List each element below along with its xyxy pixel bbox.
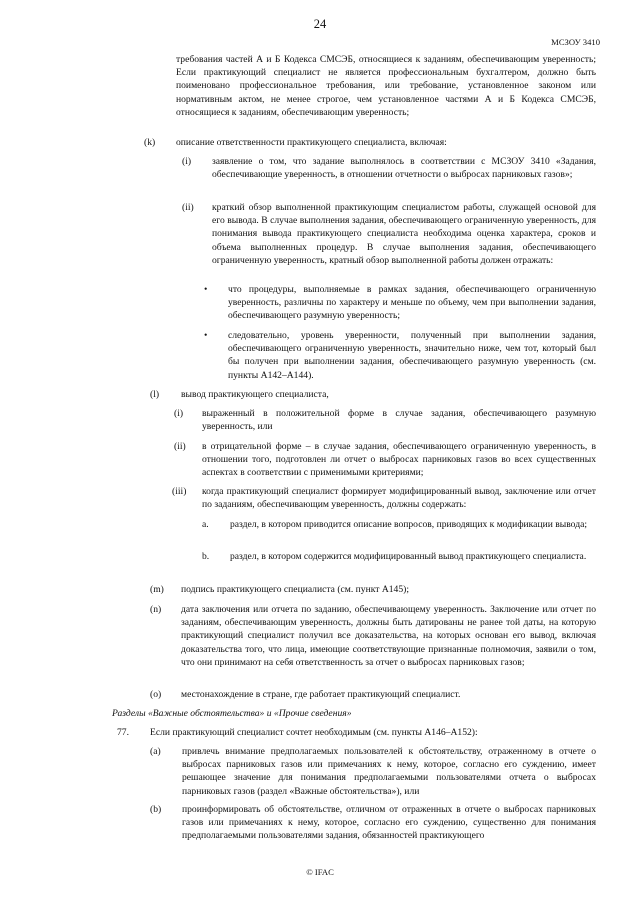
item-l-label: (l) <box>150 389 160 400</box>
item-l-iii-a-label: a. <box>202 519 209 530</box>
intro-paragraph: требования частей А и Б Кодекса СМСЭБ, относящиеся к заданиям, обеспечивающим уверенность; Если практикующий специалист не является профессиональным бухгалтером, должно быть поименовано профессиональное требования, или требование, установленное законом или нормативным актом, не менее строгое, чем установленное частями А и Б Кодекса СМСЭБ, относящиеся к заданиям, обеспечивающим уверенность; <box>176 54 596 118</box>
item-l-ii-label: (ii) <box>174 441 186 452</box>
paragraph-77-text: Если практикующий специалист сочтет необходимым (см. пункты A146–A152): <box>150 727 478 738</box>
paragraph-77-b-text: проинформировать об обстоятельстве, отличном от отраженных в отчете о выбросах парниковых газов или примечаниях к нему, которое, согласно его суждению, существенно для понимания предполагаемыми пользователями задания, обязанностей практикующего <box>182 804 596 842</box>
paragraph-77-b-label: (b) <box>150 804 162 815</box>
item-k-text: описание ответственности практикующего специалиста, включая: <box>176 137 447 148</box>
bullet-icon: • <box>204 330 208 341</box>
item-l-text: вывод практикующего специалиста, <box>181 389 329 400</box>
section-heading: Разделы «Важные обстоятельства» и «Прочие сведения» <box>112 708 352 719</box>
item-l-iii-a-text: раздел, в котором приводится описание вопросов, приводящих к модификации вывода; <box>230 519 588 530</box>
footer-copyright: © IFAC <box>306 867 334 877</box>
item-o-text: местонахождение в стране, где работает практикующий специалист. <box>181 689 461 700</box>
item-k-ii-bullet-1: что процедуры, выполняемые в рамках задания, обеспечивающего ограниченную уверенность, различны по характеру и меньше по объему, чем при выполнении задания, обеспечивающего разумную уверенность; <box>228 284 596 322</box>
item-l-i-text: выраженный в положительной форме в случае задания, обеспечивающего разумную уверенность, или <box>202 408 596 433</box>
paragraph-77-a-label: (a) <box>150 746 161 757</box>
item-k-ii-label: (ii) <box>182 202 194 213</box>
item-o-label: (o) <box>150 689 162 700</box>
item-l-i-label: (i) <box>174 408 184 419</box>
item-k-i-text: заявление о том, что задание выполнялось в соответствии с МСЗОУ 3410 «Задания, обеспечивающие уверенность, в отношении отчетности о выбросах парниковых газов»; <box>212 156 596 181</box>
document-code: МСЗОУ 3410 <box>551 37 600 47</box>
item-k-label: (k) <box>144 137 156 148</box>
bullet-icon: • <box>204 284 208 295</box>
paragraph-77-a-text: привлечь внимание предполагаемых пользователей к обстоятельству, отраженному в отчете о выбросах парниковых газов или примечаниях к нему, которое, согласно его суждению, имеет решающее значение для понимания предполагаемыми пользователями отчета о выбросах парниковых газов (раздел «Важные обстоятельства»), или <box>182 746 596 797</box>
item-l-iii-b-label: b. <box>202 551 210 562</box>
item-m-label: (m) <box>150 584 164 595</box>
item-k-ii-bullet-2: следовательно, уровень уверенности, полученный при выполнении задания, обеспечивающего ограниченную уверенность, значительно ниже, чем тот, который был бы получен при выполнении задания, обеспечивающего разумную уверенность (см. пункты A142–A144). <box>228 330 596 381</box>
item-l-iii-b-text: раздел, в котором содержится модифицированный вывод практикующего специалиста. <box>230 551 587 562</box>
item-k-ii-text: краткий обзор выполненной практикующим специалистом работы, служащей основой для его вывода. В случае выполнения задания, обеспечивающего ограниченную уверенность, для понимания вывода практикующего специалиста необходима оценка характера, сроков и объема выполненных процедур. В случае выполнения задания, обеспечивающего ограниченную уверенность, кратный обзор выполненной работы должен отражать: <box>212 202 596 266</box>
item-l-iii-text: когда практикующий специалист формирует модифицированный вывод, заключение или отчет по заданиям, обеспечивающим уверенность, должны содержать: <box>202 486 596 511</box>
item-n-text: дата заключения или отчета по заданию, обеспечивающему уверенность. Заключение или отчет по заданиям, обеспечивающим уверенность, должны быть датированы не ранее той даты, на которую практикующий специалист получил все доказательства, на которых основан его вывод, включая доказательства того, что лица, имеющие соответствующие признанные полномочия, заявили о том, что они принимают на себя ответственность за отчет о выбросах парниковых газов; <box>181 604 596 668</box>
item-m-text: подпись практикующего специалиста (см. пункт A145); <box>181 584 410 595</box>
page-number: 24 <box>313 17 327 31</box>
item-n-label: (n) <box>150 604 162 615</box>
paragraph-number: 77. <box>117 727 129 738</box>
item-l-ii-text: в отрицательной форме – в случае задания, обеспечивающего ограниченную уверенность, в отношении того, подготовлен ли отчет о выбросах парниковых газов во всех существенных аспектах в соответствии с применимыми критериями; <box>202 441 596 479</box>
item-k-i-label: (i) <box>182 156 192 167</box>
item-l-iii-label: (iii) <box>172 486 187 497</box>
